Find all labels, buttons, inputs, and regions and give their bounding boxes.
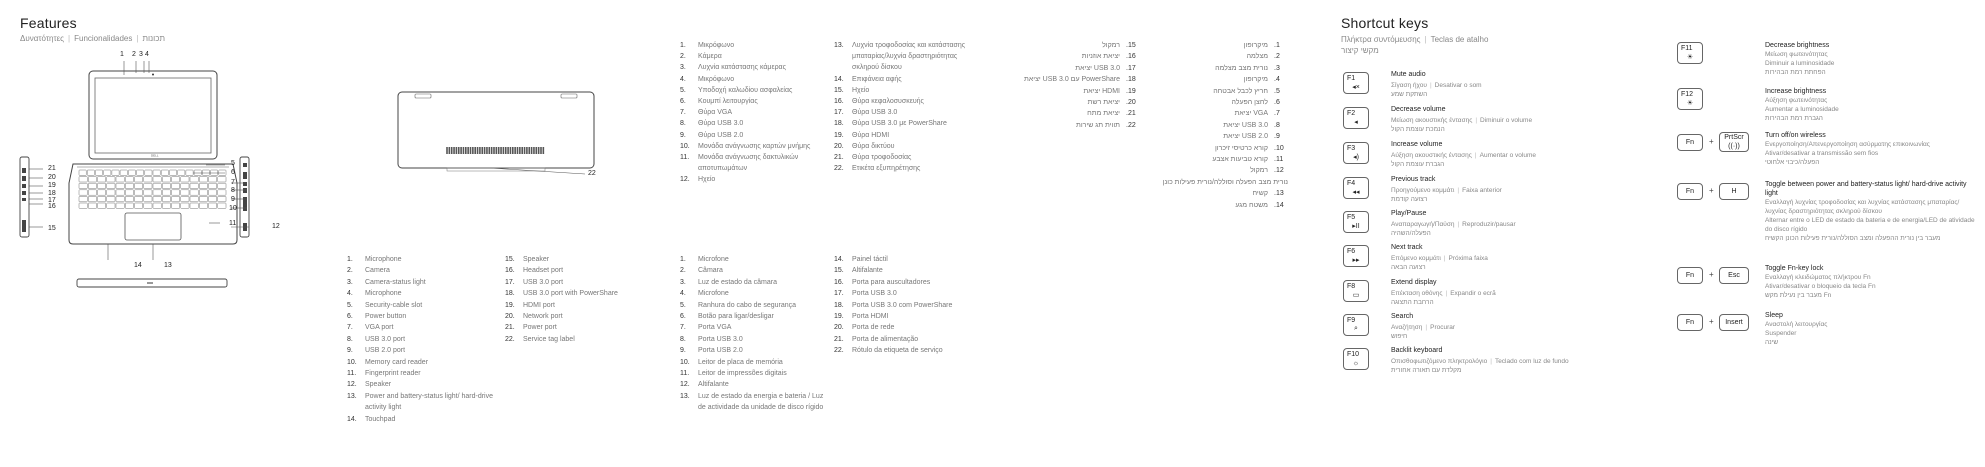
list-item: יציאת VGA .7 <box>1234 110 1280 118</box>
key-f8: F8 ▭ <box>1343 280 1369 302</box>
list-item: 2. Câmara <box>680 267 723 275</box>
key-icon: ⌕ <box>1354 325 1358 332</box>
list-item: 16. Θύρα κεφαλοσυσκευής <box>834 98 924 106</box>
list-item: 11. Leitor de impressões digitais <box>680 370 787 378</box>
key-icon: ◂ <box>1354 119 1358 126</box>
list-item: קורא טביעות אצבע .11 <box>1212 156 1284 164</box>
keyboard <box>79 170 226 208</box>
list-item: 8. USB 3.0 port <box>347 335 406 343</box>
key-f5: F5 ▸II <box>1343 211 1369 233</box>
shortcut-title: Increase brightness <box>1765 88 1827 95</box>
list-item: קורא כרטיסי זיכרון .10 <box>1214 144 1284 152</box>
list-item: 7. VGA port <box>347 324 394 332</box>
shortcut-title: Toggle between power and battery-status light/ hard-drive activity light <box>1765 181 1967 197</box>
list-item: נורית מצב מצלמה .3 <box>1215 64 1280 72</box>
list-item: 11. Μονάδα ανάγνωσης δακτυλικών αποτυπωμάτων <box>680 154 799 173</box>
list-item: 9. Porta USB 2.0 <box>680 347 743 355</box>
list-item: 10. Memory card reader <box>347 358 429 366</box>
list-item: יציאת USB 2.0 .9 <box>1223 133 1280 141</box>
list-item: 18. USB 3.0 port with PowerShare <box>505 290 618 298</box>
diagram-label-2: 2 <box>132 51 136 58</box>
list-item: 19. Θύρα HDMI <box>834 131 890 139</box>
diagram-label-6: 6 <box>231 169 235 176</box>
key-fn: Fn <box>1677 183 1703 200</box>
list-item: 3. Camera-status light <box>347 278 426 286</box>
key-prtscr: PrtScr ((·)) <box>1719 132 1749 152</box>
plus-sign: + <box>1709 186 1714 195</box>
shortcut-translations: Αναπαραγωγή/Παύση | Reproduzir/pausar הפעלה/השהיה <box>1391 221 1516 237</box>
shortcut-translations: Αναζήτηση | Procurar חיפוש <box>1391 324 1456 340</box>
list-item: 22. Ετικέτα εξυπηρέτησης <box>834 165 921 173</box>
list-item: 15. Ηχείο <box>834 86 870 94</box>
list-item: 3. Luz de estado da câmara <box>680 278 777 286</box>
list-item: יציאת אוזניות .16 <box>1081 53 1136 61</box>
shortcut-title: Previous track <box>1391 176 1436 183</box>
shortcut-keys-subtitle: Πλήκτρα συντόμευσης | Teclas de atalho מקשי קיצור <box>1341 35 1489 55</box>
list-item: 11. Fingerprint reader <box>347 370 421 378</box>
features-title: Features <box>20 15 77 31</box>
subtitle-portuguese: Funcionalidades <box>74 34 133 43</box>
list-item: 12. Altifalante <box>680 381 729 389</box>
shortcut-translations: Εναλλαγή λυχνίας τροφοδοσίας και λυχνίας κατάστασης μπαταρίας/λυχνίας δραστηριότητας σκληρού δίσκου Alternar entre o LED de estado da bateria e de energia/LED de atividade do disco rígido מעבר בין נורית ההפעלה ומצב הסוללה/נורית פעילות הכונן הקשיח <box>1765 199 1975 242</box>
shortcut-title: Extend display <box>1391 279 1437 286</box>
list-item: 6. Power button <box>347 313 407 321</box>
shortcut-translations: Μείωση ακουστικής έντασης | Diminuir o volume הנמכת עוצמת הקול <box>1391 117 1533 133</box>
feature-list-hebrew-2 <box>1010 40 1140 131</box>
diagram-label-22: 22 <box>588 170 596 177</box>
list-item: 4. Μικρόφωνο <box>680 75 735 83</box>
list-item: 9. USB 2.0 port <box>347 347 406 355</box>
shortcut-translations: Μείωση φωτεινότητας Diminuir a luminosidade הפחתת רמת הבהירות <box>1765 51 1835 76</box>
shortcut-title: Decrease volume <box>1391 106 1446 113</box>
list-item: תווית תג שירות .22 <box>1076 121 1136 129</box>
key-f1: F1 ◂× <box>1343 72 1369 94</box>
key-f6: F6 ▸▸ <box>1343 245 1369 267</box>
features-subtitle: Δυνατότητες | Funcionalidades | תכונות <box>20 34 165 43</box>
list-item: 1. Μικρόφωνο <box>680 42 735 49</box>
list-item: 6. Κουμπί λειτουργίας <box>680 98 758 106</box>
list-item: 22. Service tag label <box>505 335 575 343</box>
list-item: 2. Κάμερα <box>680 53 722 61</box>
list-item: מיקרופון .4 <box>1243 76 1280 84</box>
list-item: 13. Λυχνία τροφοδοσίας και κατάστασης μπαταρίας/λυχνία δραστηριότητας σκληρού δίσκου <box>834 42 966 72</box>
list-item: 20. Network port <box>505 313 563 321</box>
list-item: 2. Camera <box>347 267 390 275</box>
list-item: 5. Υποδοχή καλωδίου ασφαλείας <box>680 86 793 94</box>
key-icon: ◂) <box>1353 154 1359 161</box>
diagram-label-12: 12 <box>272 223 280 230</box>
shortcut-title: Mute audio <box>1391 71 1426 78</box>
plus-sign: + <box>1709 317 1714 326</box>
diagram-label-3: 3 <box>139 51 143 58</box>
shortcut-keys-title: Shortcut keys <box>1341 15 1429 31</box>
shortcut-translations: Επέκταση οθόνης | Expandir o ecrã הרחבת התצוגה <box>1391 290 1496 306</box>
diagram-label-8: 8 <box>231 187 235 194</box>
plus-sign: + <box>1709 270 1714 279</box>
touchpad <box>125 213 181 240</box>
list-item: 21. Porta de alimentação <box>834 335 919 343</box>
key-insert: Insert <box>1719 314 1749 331</box>
key-f10: F10 ☼ <box>1343 348 1369 370</box>
list-item: 17. Θύρα USB 3.0 <box>834 109 898 117</box>
key-icon: ▭ <box>1352 292 1360 299</box>
subtitle-hebrew: תכונות <box>142 34 165 43</box>
list-item: 18. Porta USB 3.0 com PowerShare <box>834 301 953 309</box>
laptop-bottom-diagram <box>395 88 625 183</box>
list-item: יציאת USB 3.0 .8 <box>1223 121 1280 129</box>
list-item: 13. Power and battery-status light/ hard-drive activity light <box>347 392 494 412</box>
diagram-label-16: 16 <box>48 203 56 210</box>
key-f2: F2 ◂ <box>1343 107 1369 129</box>
key-h: H <box>1719 183 1749 200</box>
key-f4: F4 ◂◂ <box>1343 177 1369 199</box>
list-item: 21. Θύρα τροφοδοσίας <box>834 154 912 162</box>
list-item: 22. Rótulo da etiqueta de serviço <box>834 347 943 355</box>
list-item: 7. Θύρα VGA <box>680 109 733 117</box>
list-item: 20. Θύρα δικτύου <box>834 142 895 150</box>
diagram-label-20: 20 <box>48 174 56 181</box>
list-item: 17. Porta USB 3.0 <box>834 290 897 298</box>
shortcut-translations: Οπισθοφωτιζόμενο πληκτρολόγιο | Teclado com luz de fundo מקלדת עם תאורה אחורית <box>1391 358 1569 374</box>
diagram-label-11: 11 <box>229 220 237 227</box>
list-item: 3. Λυχνία κατάστασης κάμερας <box>680 64 786 72</box>
list-item: מיקרופון .1 <box>1243 42 1280 49</box>
list-item: 12. Speaker <box>347 381 392 389</box>
key-icon: ◂× <box>1352 84 1360 91</box>
list-item: משטח מגע .14 <box>1235 201 1284 209</box>
shortcut-translations: Αύξηση φωτεινότητας Aumentar a luminosidade הגברת רמת הבהירות <box>1765 97 1839 122</box>
shortcut-title: Play/Pause <box>1391 210 1427 217</box>
shortcut-title: Next track <box>1391 244 1423 251</box>
list-item: 7. Porta VGA <box>680 324 732 332</box>
feature-list-hebrew-1 <box>1158 40 1288 211</box>
list-item: 18. Θύρα USB 3.0 με PowerShare <box>834 120 947 128</box>
list-item: 14. Επιφάνεια αφής <box>834 75 902 83</box>
list-item: רמקול .12 <box>1250 167 1284 175</box>
key-f9: F9 ⌕ <box>1343 314 1369 336</box>
list-item: 5. Security-cable slot <box>347 301 423 309</box>
plus-sign: + <box>1709 137 1714 146</box>
list-item: 5. Ranhura do cabo de segurança <box>680 301 797 309</box>
feature-list-greek-2 <box>834 40 984 174</box>
diagram-label-18: 18 <box>48 190 56 197</box>
key-fn: Fn <box>1677 314 1703 331</box>
list-item: 13. Luz de estado da energia e bateria / Luz de actividade da unidade de disco rígido <box>680 392 824 412</box>
diagram-label-19: 19 <box>48 182 56 189</box>
diagram-label-10: 10 <box>229 205 237 212</box>
shortcut-title: Increase volume <box>1391 141 1443 148</box>
list-item: 10. Leitor de placa de memória <box>680 358 783 366</box>
shortcut-translations: Ενεργοποίηση/Απενεργοποίηση ασύρματης επικοινωνίας Ativar/desativar a transmissão sem fios הפעלה/כיבוי אלחוטי <box>1765 141 1930 166</box>
list-item: 17. USB 3.0 port <box>505 278 564 286</box>
shortcut-title: Toggle Fn-key lock <box>1765 265 1824 272</box>
shortcut-title: Turn off/on wireless <box>1765 132 1826 139</box>
feature-list-english-1 <box>347 254 497 425</box>
key-icon: ▸II <box>1352 223 1360 230</box>
feature-list-portuguese-2 <box>834 254 984 357</box>
shortcut-title: Backlit keyboard <box>1391 347 1443 354</box>
wireless-icon: ((·)) <box>1728 143 1740 150</box>
list-item: 12. Ηχείο <box>680 176 716 184</box>
shortcut-title: Decrease brightness <box>1765 42 1830 49</box>
laptop-display <box>95 78 211 153</box>
diagram-label-5: 5 <box>231 160 235 167</box>
key-icon: ▸▸ <box>1352 257 1360 264</box>
list-item: 8. Porta USB 3.0 <box>680 335 743 343</box>
list-item: 6. Botão para ligar/desligar <box>680 313 774 321</box>
list-item: לחצן הפעלה .6 <box>1231 99 1280 107</box>
key-esc: Esc <box>1719 267 1749 284</box>
list-item: 15. Speaker <box>505 256 550 263</box>
key-fn: Fn <box>1677 134 1703 151</box>
list-item: 14. Touchpad <box>347 415 396 423</box>
list-item: 19. HDMI port <box>505 301 555 309</box>
diagram-label-13: 13 <box>164 262 172 269</box>
shortcut-title: Search <box>1391 313 1414 320</box>
key-f11: F11 ☀ <box>1677 42 1703 64</box>
list-item: 4. Microfone <box>680 290 729 298</box>
key-f3: F3 ◂) <box>1343 142 1369 164</box>
bottom-chassis <box>398 92 594 168</box>
list-item: 9. Θύρα USB 2.0 <box>680 131 744 139</box>
feature-list-greek-1 <box>680 40 830 186</box>
list-item: יציאת מתח .21 <box>1087 110 1136 118</box>
list-item: 14. Painel táctil <box>834 256 888 263</box>
key-icon: ☀ <box>1686 54 1694 61</box>
list-item: 16. Headset port <box>505 267 564 275</box>
list-item: רמקול .15 <box>1102 42 1136 49</box>
list-item: יציאת HDMI .19 <box>1083 87 1136 95</box>
list-item: מצלמה .2 <box>1246 53 1280 61</box>
list-item: 8. Θύρα USB 3.0 <box>680 120 744 128</box>
shortcut-translations: Σίγαση ήχου | Desativar o som השתקת שמע <box>1391 82 1482 98</box>
key-icon: ☀ <box>1686 100 1694 107</box>
shortcut-translations: Αναστολή λειτουργίας Suspender שינה <box>1765 321 1828 346</box>
list-item: 21. Power port <box>505 324 557 332</box>
key-icon: ◂◂ <box>1352 189 1360 196</box>
list-item: יציאת רשת .20 <box>1087 99 1136 107</box>
key-fn: Fn <box>1677 267 1703 284</box>
diagram-label-4: 4 <box>145 51 149 58</box>
list-item: 19. Porta HDMI <box>834 313 889 321</box>
feature-list-english-2 <box>505 254 655 345</box>
list-item: 15. Altifalante <box>834 267 883 275</box>
list-item: חריץ לכבל אבטחה .5 <box>1213 87 1280 95</box>
shortcut-translations: Προηγούμενο κομμάτι | Faixa anterior רצועה קודמת <box>1391 187 1502 203</box>
shortcut-title: Sleep <box>1765 312 1783 319</box>
camera-dot <box>152 74 154 76</box>
svg-text:DELL: DELL <box>151 153 159 158</box>
list-item: יציאת USB 3.0 .17 <box>1075 64 1136 72</box>
list-item: 16. Porta para auscultadores <box>834 278 931 286</box>
shortcut-translations: Αύξηση ακουστικής έντασης | Aumentar o volume הגברת עוצמת הקול <box>1391 152 1536 168</box>
list-item: 1. Microfone <box>680 256 729 263</box>
list-item: נורית מצב הפעלה וסוללה/נורית פעילות כונן קשיח .13 <box>1162 178 1288 198</box>
diagram-label-7: 7 <box>231 179 235 186</box>
list-item: 20. Porta de rede <box>834 324 895 332</box>
key-f12: F12 ☀ <box>1677 88 1703 110</box>
list-item: 10. Μονάδα ανάγνωσης καρτών μνήμης <box>680 142 811 150</box>
diagram-label-17: 17 <box>48 197 56 204</box>
list-item: יציאת USB 3.0 עם PowerShare .18 <box>1024 76 1136 84</box>
key-icon: ☼ <box>1352 360 1360 367</box>
diagram-label-15: 15 <box>48 225 56 232</box>
subtitle-greek: Δυνατότητες <box>20 34 65 43</box>
diagram-label-14: 14 <box>134 262 142 269</box>
feature-list-portuguese-1 <box>680 254 830 414</box>
diagram-label-21: 21 <box>48 165 56 172</box>
diagram-label-1: 1 <box>120 51 124 58</box>
list-item: 4. Microphone <box>347 290 402 298</box>
laptop-lid <box>89 71 217 159</box>
shortcut-translations: Εναλλαγή κλειδώματος πλήκτρου Fn Ativar/desativar o bloqueio da tecla Fn מעבר בין נעילת מקש Fn <box>1765 274 1876 299</box>
shortcut-translations: Επόμενο κομμάτι | Próxima faixa רצועה הבאה <box>1391 255 1488 271</box>
diagram-label-9: 9 <box>231 196 235 203</box>
list-item: 1. Microphone <box>347 256 402 263</box>
